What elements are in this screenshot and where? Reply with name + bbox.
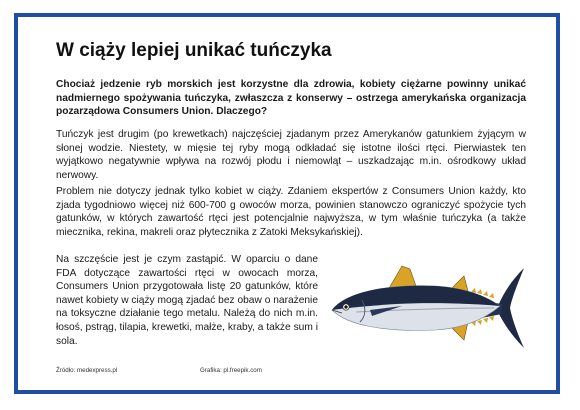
graphics-credit: Grafika: pl.freepik.com (200, 367, 262, 374)
body-paragraph-1: Tuńczyk jest drugim (po krewetkach) najczęściej zjadanym przez Amerykanów gatunkiem żyjącym w słonej wodzie. Niestety, w mięsie tej ryby mogą odkładać się istotne ilości rtęci. Pierwiastek ten wyjątkowo negatywnie wpływa na rozwój płodu i niemowląt – uszkadzając m.in. ośrodkowy układ nerwowy. (56, 129, 526, 181)
lead-paragraph: Chociaż jedzenie ryb morskich jest korzystne dla zdrowia, kobiety ciężarne powinny unikać nadmiernego spożywania tuńczyka, zwłaszcza z konserwy – ostrzega amerykańska organizacja pozarządowa Consumers Union. Dlaczego? (56, 79, 526, 118)
source-credit: Źródło: medexpress.pl (56, 367, 118, 374)
body-paragraph-3: Na szczęście jest je czym zastąpić. W oparciu o dane FDA dotyczące zawartości rtęci w owocach morza, Consumers Union przygotowała listę 20 gatunków, które nawet kobiety w ciąży mogą zjadać bez obaw o narażenie na toksyczne działanie tego metalu. Należą do nich m.in. łosoś, pstrąg, tilapia, krewetki, małże, kraby, a także sum i sola. (56, 254, 318, 347)
body-paragraph-2: Problem nie dotyczy jednak tylko kobiet w ciąży. Zdaniem ekspertów z Consumers Union każdy, kto zjada tygodniowo więcej niż 600-700 g owoców morza, powinien stanowczo ograniczyć spożycie tych gatunków, w których zawartość rtęci jest potencjalnie najwyższa, w tym właśnie tuńczyka (a także miecznika, rekina, makreli oraz płytecznika z Zatoki Meksykańskiej). (56, 186, 526, 238)
page-title: W ciąży lepiej unikać tuńczyka (56, 40, 332, 61)
tuna-fish-icon (326, 262, 526, 354)
